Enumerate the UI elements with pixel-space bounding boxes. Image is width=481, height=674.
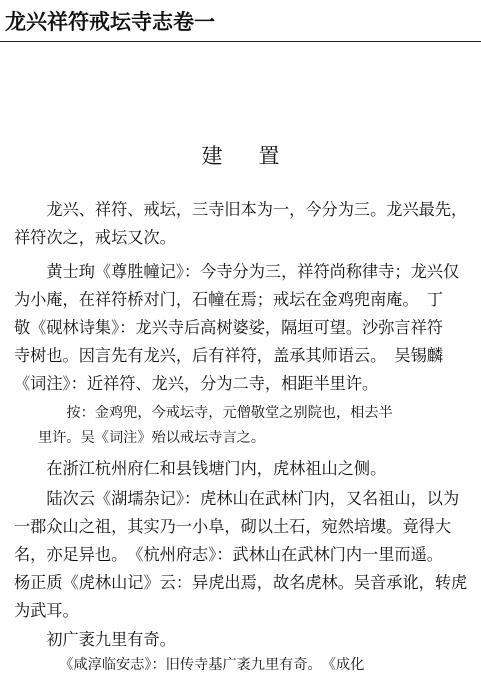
text-line: 寺树也。因言先有龙兴，后有祥符，盖承其师语云。 吴锡麟: [14, 346, 443, 365]
text-line: 一郡众山之祖，其实乃一小阜，砌以土石，宛然培塿。竟得大: [14, 517, 452, 536]
text-line: 敬《砚林诗集》：龙兴寺后高树婆娑，隔垣可望。沙弥言祥符: [14, 318, 443, 337]
annotation-line: 里许。吴《词注》殆以戒坛寺言之。: [38, 430, 266, 446]
text-line: 祥符次之，戒坛又次。: [14, 228, 176, 247]
text-line: 陆次云《湖壖杂记》：虎林山在武林门内，又名祖山，以为: [14, 489, 460, 508]
header-rule: [0, 41, 481, 42]
text-line: 《词注》：近祥符、龙兴，分为二寺，相距半里许。: [14, 374, 379, 393]
volume-header: 龙兴祥符戒坛寺志卷一: [5, 10, 215, 34]
section-title: 建置: [201, 144, 316, 168]
annotation-line: 按：金鸡兜，今戒坛寺，元僧敬堂之别院也，相去半: [38, 405, 393, 421]
text-line: 龙兴、祥符、戒坛，三寺旧本为一，今分为三。龙兴最先，: [14, 200, 468, 219]
text-line: 名，亦足异也。 《杭州府志》：武林山在武林门内一里而遥。: [14, 545, 443, 564]
text-line: 杨正质《虎林山记》云：异虎出焉，故名虎林。吴音承讹，转虎: [14, 573, 468, 592]
annotation-line: 《咸淳临安志》：旧传寺基广袤九里有奇。 《成化: [38, 657, 365, 673]
text-line: 初广袤九里有奇。: [14, 630, 176, 649]
text-line: 在浙江杭州府仁和县钱塘门内，虎林祖山之侧。: [14, 459, 387, 478]
text-line: 为小庵，在祥符桥对门，石幢在焉；戒坛在金鸡兜南庵。 丁: [14, 290, 443, 309]
text-line: 黄士珣《尊胜幢记》：今寺分为三，祥符尚称律寺；龙兴仅: [14, 262, 460, 281]
text-line: 为武耳。: [14, 601, 79, 620]
